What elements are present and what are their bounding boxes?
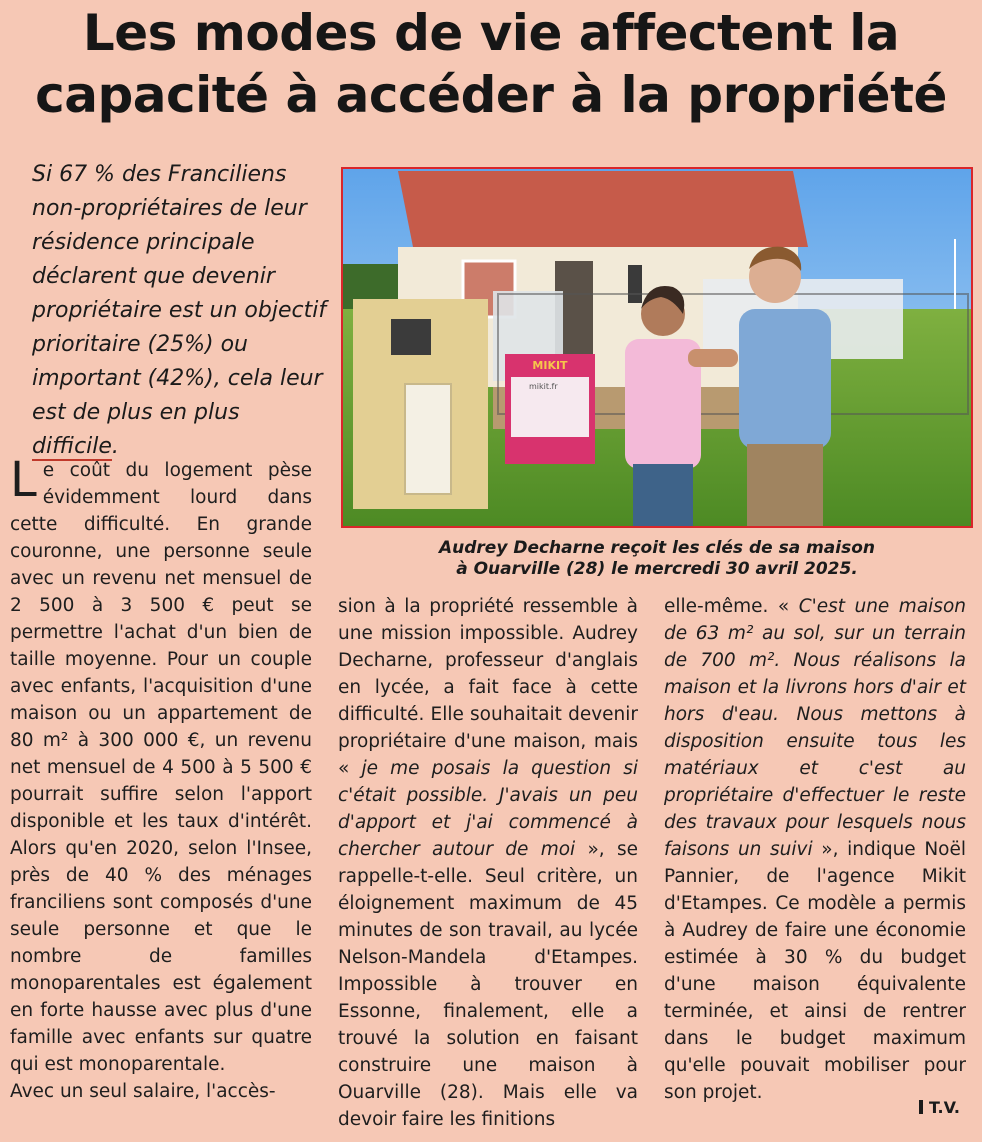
hands-keys [688, 349, 738, 367]
headline-line-2: capacité à accéder à la propriété [35, 66, 947, 124]
person-man-shirt [739, 309, 831, 449]
body-column-3 [664, 593, 966, 1106]
body-paragraph-3-end: », indique Noël Pannier, de l'agence Mikit d'Etampes. Ce modèle a permis à Audrey de faire une économie estimée à 30 % du budget d'une maison équivalente terminée, et ainsi de rentrer dans le budget maximum qu'elle pouvait mobiliser pour son projet. [664, 839, 966, 1103]
body-column-1 [10, 452, 312, 1105]
body-paragraph-3 [664, 593, 966, 1106]
house-roof [398, 171, 808, 247]
photo-caption [341, 538, 973, 580]
quote-pannier: C'est une maison de 63 m² au sol, sur un terrain de 700 m². Nous réalisons la maison et la livrons hors d'air et hors d'eau. Nous mettons à disposition ensuite tous les matériaux et c'est au propriétaire d'effectuer le reste des travaux pour lesquels nous faisons un suivi [664, 596, 966, 860]
signature-bar [919, 1100, 923, 1114]
sign-brand: MIKIT [532, 359, 568, 372]
author-signature [919, 1098, 960, 1117]
body-paragraph-3-text: elle-même. « [664, 596, 799, 617]
house-window-2 [628, 265, 642, 303]
body-paragraph-2-end: », se rappelle-t-elle. Seul critère, un éloignement maximum de 45 minutes de son travail, au lycée Nelson-Mandela d'Etampes. Impossible à trouver en Essonne, finalement, elle a trouvé la solution en faisant construire une maison à Ouarville (28). Mais elle va devoir faire les finitions [338, 839, 638, 1130]
quote-audrey: je me posais la question si c'était possible. J'avais un peu d'apport et j'ai commencé à chercher autour de moi [338, 758, 639, 860]
body-column-2 [338, 593, 638, 1133]
lead-underlined-word: difficile [32, 434, 112, 459]
body-paragraph-2-start: Avec un seul salaire, l'accès- [10, 1081, 276, 1102]
headline-line-1: Les modes de vie affectent la [82, 4, 900, 62]
photo-illustration [343, 169, 971, 526]
body-paragraph-2 [338, 593, 638, 1133]
mailbox [391, 319, 431, 355]
lead-text: Si 67 % des Franciliens non-propriétaires de leur résidence principale déclarent que devenir propriétaire est un objectif prioritaire (25%) ou important (42%), cela leur est de plus en plus [32, 162, 327, 425]
meter-box [405, 384, 451, 494]
caption-line-1: Audrey Decharne reçoit les clés de sa maison [438, 538, 875, 558]
sign-url: mikit.fr [529, 382, 558, 391]
caption-line-2: à Ouarville (28) le mercredi 30 avril 2025. [456, 559, 858, 579]
headline [0, 2, 982, 126]
dropcap: L [10, 452, 37, 508]
body-paragraph-2-text: sion à la propriété ressemble à une mission impossible. Audrey Decharne, professeur d'anglais en lycée, a fait face à cette difficulté. Elle souhaitait devenir propriétaire d'une maison, mais « [338, 596, 638, 779]
article-photo [341, 167, 973, 528]
body-paragraph-1 [10, 452, 312, 1078]
person-man-trousers [747, 444, 823, 526]
lead-paragraph [32, 158, 332, 464]
body-paragraph-1-text: e coût du logement pèse évidemment lourd dans cette difficulté. En grande couronne, une personne seule avec un revenu net mensuel de 2 500 à 3 500 € peut se permettre l'achat d'un bien de taille moyenne. Pour un couple avec enfants, l'acquisition d'une maison ou un appartement de 80 m² à 300 000 €, un revenu net mensuel de 4 500 à 5 500 € pourrait suffire selon l'apport disponible et les taux d'intérêt. Alors qu'en 2020, selon l'Insee, près de 40 % des ménages franciliens sont composés d'une seule personne et que le nombre de familles monoparentales est également en forte hausse avec plus d'une famille avec enfants sur quatre qui est monoparentale. [10, 460, 312, 1075]
signature-text: T.V. [929, 1098, 960, 1117]
person-woman-jeans [633, 464, 693, 526]
lead-period: . [111, 434, 119, 459]
